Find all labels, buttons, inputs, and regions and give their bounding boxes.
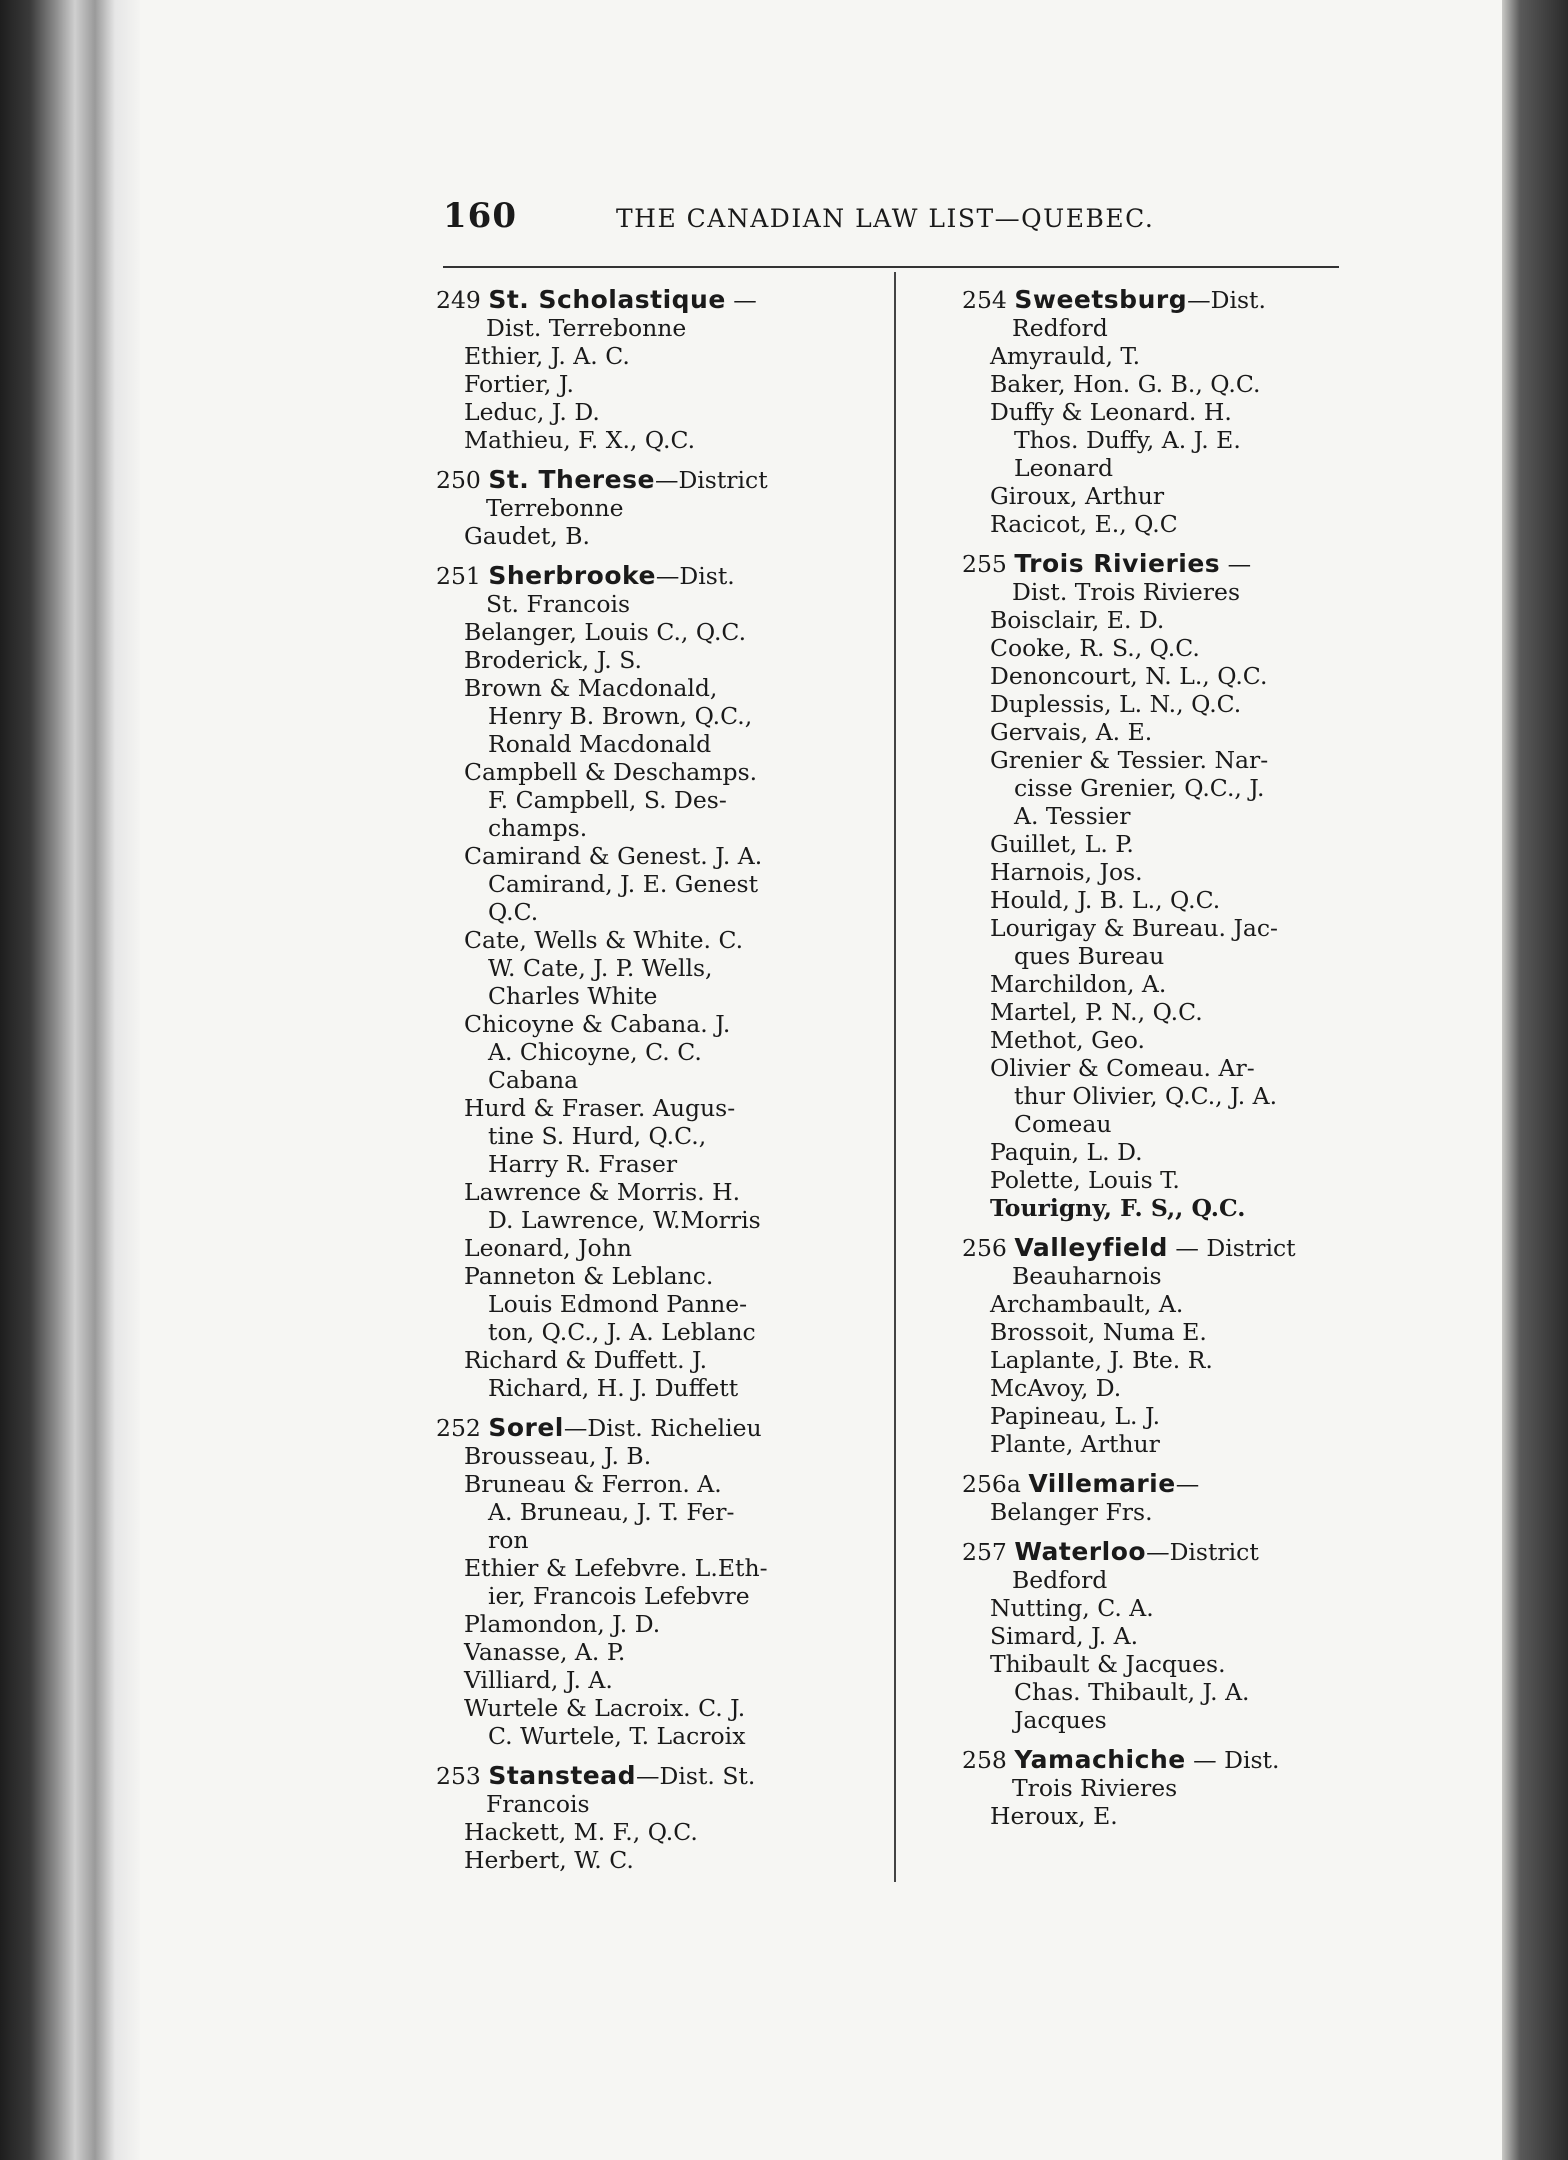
place-entry — [436, 286, 886, 454]
column-divider — [894, 272, 896, 1882]
lawyer-name: Bruneau & Ferron. A. — [464, 1470, 722, 1498]
lawyer-name: McAvoy, D. — [990, 1374, 1122, 1402]
place-number: 249 — [436, 286, 481, 314]
lawyer-name: Brossoit, Numa E. — [990, 1318, 1207, 1346]
lawyer-continuation: Thos. Duffy, A. J. E. — [1014, 426, 1241, 454]
place-entry — [436, 1762, 886, 1874]
lawyer-continuation: ques Bureau — [1014, 942, 1165, 970]
lawyer-name: Olivier & Comeau. Ar- — [990, 1054, 1255, 1082]
lawyer-name: Cooke, R. S., Q.C. — [990, 634, 1200, 662]
lawyer-continuation: ton, Q.C., J. A. Leblanc — [488, 1318, 756, 1346]
place-entry — [962, 550, 1412, 1222]
district-line: Beauharnois — [1012, 1262, 1162, 1290]
lawyer-name: Belanger Frs. — [990, 1498, 1153, 1526]
lawyer-continuation: Camirand, J. E. Genest — [488, 870, 759, 898]
page-header — [443, 196, 1343, 246]
lawyer-name: Amyrauld, T. — [990, 342, 1141, 370]
lawyer-name: Ethier, J. A. C. — [464, 342, 630, 370]
place-heading — [962, 1234, 1412, 1262]
place-entry — [436, 1414, 886, 1750]
lawyer-continuation: F. Campbell, S. Des- — [488, 786, 727, 814]
lawyer-name: Tourigny, F. S,, Q.C. — [990, 1194, 1246, 1222]
lawyer-continuation: tine S. Hurd, Q.C., — [488, 1122, 707, 1150]
lawyer-continuation: Chas. Thibault, J. A. — [1014, 1678, 1250, 1706]
header-rule — [443, 266, 1339, 268]
place-name: Valleyfield — [1014, 1233, 1168, 1262]
lawyer-name: Cate, Wells & White. C. — [464, 926, 744, 954]
lawyer-name: Racicot, E., Q.C — [990, 510, 1178, 538]
lawyer-name: Brousseau, J. B. — [464, 1442, 652, 1470]
place-number: 255 — [962, 550, 1007, 578]
lawyer-continuation: Henry B. Brown, Q.C., — [488, 702, 753, 730]
lawyer-continuation: Ronald Macdonald — [488, 730, 712, 758]
lawyer-name: Boisclair, E. D. — [990, 606, 1165, 634]
lawyer-continuation: Leonard — [1014, 454, 1114, 482]
district-line: Dist. Trois Rivieres — [1012, 578, 1241, 606]
lawyer-name: Brown & Macdonald, — [464, 674, 718, 702]
lawyer-name: Marchildon, A. — [990, 970, 1167, 998]
district-text: —Dist. Richelieu — [563, 1414, 762, 1442]
lawyer-continuation: Charles White — [488, 982, 658, 1010]
place-name: St. Scholastique — [488, 285, 726, 314]
lawyer-name: Belanger, Louis C., Q.C. — [464, 618, 747, 646]
place-heading — [436, 466, 886, 494]
place-number: 256a — [962, 1470, 1021, 1498]
lawyer-name: Paquin, L. D. — [990, 1138, 1143, 1166]
lawyer-name: Broderick, J. S. — [464, 646, 642, 674]
district-line: Bedford — [1012, 1566, 1108, 1594]
place-name: Villemarie — [1028, 1469, 1176, 1498]
place-heading — [436, 1414, 886, 1442]
lawyer-name: Baker, Hon. G. B., Q.C. — [990, 370, 1261, 398]
lawyer-continuation: Harry R. Fraser — [488, 1150, 678, 1178]
district-text: —Dist. — [1187, 286, 1266, 314]
place-heading — [436, 562, 886, 590]
lawyer-name: Plante, Arthur — [990, 1430, 1160, 1458]
place-name: Sherbrooke — [488, 561, 656, 590]
lawyer-name: Polette, Louis T. — [990, 1166, 1180, 1194]
district-text: — — [1220, 550, 1252, 578]
district-text: — Dist. — [1185, 1746, 1280, 1774]
lawyer-name: Ethier & Lefebvre. L.Eth- — [464, 1554, 768, 1582]
lawyer-continuation: cisse Grenier, Q.C., J. — [1014, 774, 1265, 802]
district-text: —Dist. St. — [636, 1762, 756, 1790]
lawyer-name: Heroux, E. — [990, 1802, 1118, 1830]
lawyer-name: Plamondon, J. D. — [464, 1610, 661, 1638]
district-line: St. Francois — [486, 590, 631, 618]
lawyer-continuation: A. Chicoyne, C. C. — [488, 1038, 702, 1066]
place-entry — [436, 562, 886, 1402]
place-entry — [962, 1746, 1412, 1830]
lawyer-name: Fortier, J. — [464, 370, 574, 398]
place-number: 258 — [962, 1746, 1007, 1774]
lawyer-name: Giroux, Arthur — [990, 482, 1165, 510]
lawyer-name: Villiard, J. A. — [464, 1666, 613, 1694]
district-text: —District — [1146, 1538, 1259, 1566]
place-name: Sorel — [488, 1413, 564, 1442]
lawyer-name: Panneton & Leblanc. — [464, 1262, 714, 1290]
lawyer-name: Duplessis, L. N., Q.C. — [990, 690, 1242, 718]
lawyer-continuation: champs. — [488, 814, 588, 842]
place-heading — [962, 1470, 1412, 1498]
page-number: 160 — [443, 196, 517, 236]
place-number: 254 — [962, 286, 1007, 314]
lawyer-name: Thibault & Jacques. — [990, 1650, 1226, 1678]
lawyer-continuation: Q.C. — [488, 898, 539, 926]
lawyer-name: Simard, J. A. — [990, 1622, 1139, 1650]
lawyer-continuation: A. Tessier — [1014, 802, 1131, 830]
lawyer-name: Archambault, A. — [990, 1290, 1184, 1318]
district-line: Terrebonne — [486, 494, 624, 522]
lawyer-continuation: ron — [488, 1526, 529, 1554]
lawyer-name: Richard & Duffett. J. — [464, 1346, 708, 1374]
lawyer-continuation: D. Lawrence, W.Morris — [488, 1206, 761, 1234]
district-text: —Dist. — [655, 562, 735, 590]
place-number: 252 — [436, 1414, 481, 1442]
place-number: 250 — [436, 466, 481, 494]
district-line: Francois — [486, 1790, 590, 1818]
place-entry — [962, 1470, 1412, 1526]
place-name: St. Therese — [488, 465, 655, 494]
place-number: 251 — [436, 562, 481, 590]
place-number: 257 — [962, 1538, 1007, 1566]
lawyer-continuation: thur Olivier, Q.C., J. A. — [1014, 1082, 1278, 1110]
lawyer-continuation: C. Wurtele, T. Lacroix — [488, 1722, 746, 1750]
lawyer-name: Wurtele & Lacroix. C. J. — [464, 1694, 746, 1722]
place-entry — [962, 1538, 1412, 1734]
lawyer-continuation: Jacques — [1014, 1706, 1107, 1734]
lawyer-continuation: ier, Francois Lefebvre — [488, 1582, 750, 1610]
place-name: Sweetsburg — [1014, 285, 1188, 314]
lawyer-continuation: W. Cate, J. P. Wells, — [488, 954, 713, 982]
lawyer-continuation: A. Bruneau, J. T. Fer- — [488, 1498, 735, 1526]
district-line: Dist. Terrebonne — [486, 314, 687, 342]
place-entry — [962, 286, 1412, 538]
lawyer-name: Vanasse, A. P. — [464, 1638, 626, 1666]
lawyer-name: Leonard, John — [464, 1234, 632, 1262]
running-title: THE CANADIAN LAW LIST—QUEBEC. — [616, 204, 1155, 233]
lawyer-continuation: Louis Edmond Panne- — [488, 1290, 748, 1318]
lawyer-name: Methot, Geo. — [990, 1026, 1145, 1054]
place-number: 253 — [436, 1762, 481, 1790]
lawyer-name: Martel, P. N., Q.C. — [990, 998, 1203, 1026]
lawyer-continuation: Richard, H. J. Duffett — [488, 1374, 739, 1402]
lawyer-name: Denoncourt, N. L., Q.C. — [990, 662, 1268, 690]
lawyer-name: Herbert, W. C. — [464, 1846, 634, 1874]
lawyer-name: Laplante, J. Bte. R. — [990, 1346, 1213, 1374]
place-entry — [962, 1234, 1412, 1458]
place-name: Stanstead — [488, 1761, 637, 1790]
book-page-edges — [0, 0, 140, 2160]
lawyer-name: Lourigay & Bureau. Jac- — [990, 914, 1278, 942]
district-text: —District — [654, 466, 768, 494]
lawyer-name: Mathieu, F. X., Q.C. — [464, 426, 696, 454]
district-line: Trois Rivieres — [1012, 1774, 1178, 1802]
lawyer-name: Camirand & Genest. J. A. — [464, 842, 763, 870]
lawyer-name: Hackett, M. F., Q.C. — [464, 1818, 698, 1846]
place-heading — [962, 1746, 1412, 1774]
lawyer-name: Harnois, Jos. — [990, 858, 1143, 886]
place-name: Trois Rivieries — [1014, 549, 1221, 578]
district-text: — — [1175, 1470, 1200, 1498]
district-text: — — [725, 286, 757, 314]
lawyer-name: Hurd & Fraser. Augus- — [464, 1094, 736, 1122]
lawyer-name: Lawrence & Morris. H. — [464, 1178, 741, 1206]
place-number: 256 — [962, 1234, 1007, 1262]
lawyer-name: Duffy & Leonard. H. — [990, 398, 1232, 426]
lawyer-name: Gaudet, B. — [464, 522, 590, 550]
place-name: Waterloo — [1014, 1537, 1147, 1566]
lawyer-name: Chicoyne & Cabana. J. — [464, 1010, 731, 1038]
place-entry — [436, 466, 886, 550]
lawyer-name: Grenier & Tessier. Nar- — [990, 746, 1269, 774]
lawyer-continuation: Cabana — [488, 1066, 579, 1094]
facing-page-shadow — [1502, 0, 1568, 2160]
place-heading — [962, 286, 1412, 314]
place-heading — [962, 1538, 1412, 1566]
lawyer-name: Papineau, L. J. — [990, 1402, 1161, 1430]
lawyer-continuation: Comeau — [1014, 1110, 1112, 1138]
lawyer-name: Campbell & Deschamps. — [464, 758, 758, 786]
lawyer-name: Hould, J. B. L., Q.C. — [990, 886, 1221, 914]
place-heading — [436, 286, 886, 314]
place-heading — [436, 1762, 886, 1790]
lawyer-name: Gervais, A. E. — [990, 718, 1153, 746]
left-column — [436, 286, 886, 1886]
lawyer-name: Leduc, J. D. — [464, 398, 600, 426]
district-text: — District — [1167, 1234, 1296, 1262]
district-line: Redford — [1012, 314, 1108, 342]
lawyer-name: Guillet, L. P. — [990, 830, 1134, 858]
right-column — [962, 286, 1412, 1842]
lawyer-name: Nutting, C. A. — [990, 1594, 1154, 1622]
place-name: Yamachiche — [1014, 1745, 1186, 1774]
place-heading — [962, 550, 1412, 578]
